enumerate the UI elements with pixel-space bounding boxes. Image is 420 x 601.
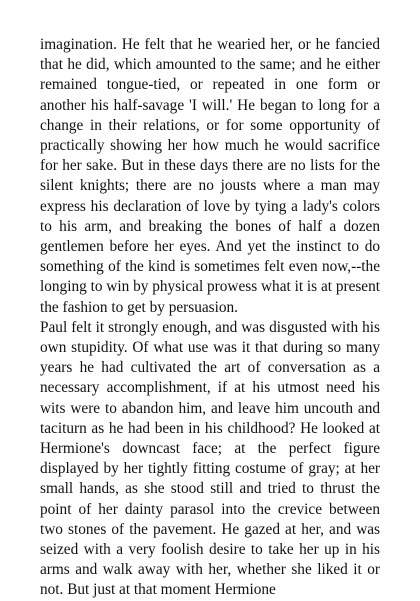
paragraph-1: imagination. He felt that he wearied her, or he fancied that he did, which amounted to the same; and he either remained tongue-tied, or repeated in one form or another his half-savage 'I will.' He began to long for a change in their relations, or for some opportunity of practically showing her how much he would sacrifice for her sake. But in these days there are no lists for the silent knights; there are no jousts where a man may express his declaration of love by tying a lady's colors to his arm, and breaking the bones of half a dozen gentlemen before her eyes. And yet the instinct to do something of the kind is sometimes felt even now,--the longing to win by physical prowess what it is at present the fashion to get by persuasion. <box>40 36 380 316</box>
paragraph-2: Paul felt it strongly enough, and was disgusted with his own stupidity. Of what use was it that during so many years he had cultivated the art of conversation as a necessary accomplishment, if at his utmost need his wits were to abandon him, and leave him uncouth and taciturn as he had been in his childhood? He looked at Hermione's downcast face; at the perfect figure displayed by her tightly fitting costume of gray; at her small hands, as she stood still and tried to thrust the point of her dainty parasol into the crevice between two stones of the pavement. He gazed at her, and was seized with a very foolish desire to take her up in his arms and walk away with her, whether she liked it or not. But just at that moment Hermione <box>40 318 380 599</box>
page-text <box>40 35 380 601</box>
